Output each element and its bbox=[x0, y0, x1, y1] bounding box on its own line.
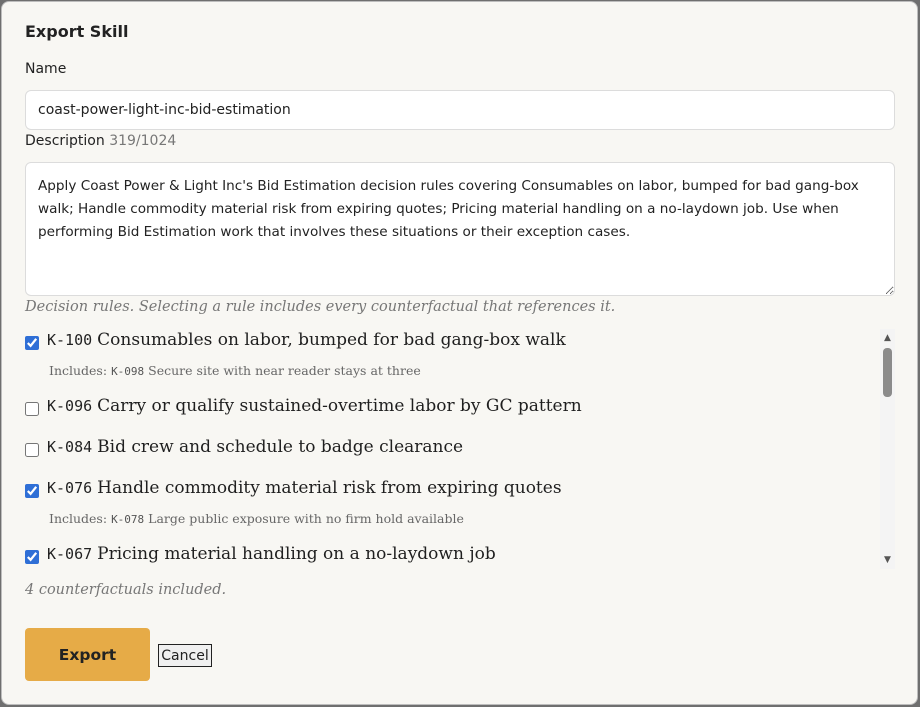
cancel-button[interactable]: Cancel bbox=[158, 644, 212, 667]
name-input[interactable] bbox=[25, 90, 895, 130]
includes-code: K-098 bbox=[111, 365, 145, 378]
counterfactual-count: 4 counterfactuals included. bbox=[25, 582, 227, 598]
rule-label[interactable] bbox=[47, 396, 582, 416]
rule-checkbox[interactable] bbox=[25, 443, 39, 457]
rule-code: K-076 bbox=[47, 479, 93, 497]
rule-title: Carry or qualify sustained-overtime labor by GC pattern bbox=[97, 396, 582, 416]
rule-checkbox[interactable] bbox=[25, 550, 39, 564]
description-counter: 319/1024 bbox=[109, 133, 177, 149]
export-button[interactable]: Export bbox=[25, 628, 150, 681]
rule-label[interactable] bbox=[47, 437, 463, 457]
rules-scrollbar[interactable] bbox=[880, 329, 895, 569]
scroll-down-icon[interactable]: ▼ bbox=[884, 555, 891, 565]
rule-includes bbox=[49, 511, 464, 526]
rule-label[interactable] bbox=[47, 330, 566, 350]
rule-title: Pricing material handling on a no-laydown job bbox=[97, 544, 496, 564]
dialog-title: Export Skill bbox=[25, 22, 129, 41]
description-label bbox=[25, 133, 176, 149]
rule-checkbox[interactable] bbox=[25, 484, 39, 498]
rules-list[interactable] bbox=[25, 328, 895, 568]
rule-title: Bid crew and schedule to badge clearance bbox=[97, 437, 464, 457]
rule-code: K-096 bbox=[47, 397, 93, 415]
rule-checkbox[interactable] bbox=[25, 402, 39, 416]
description-textarea[interactable] bbox=[25, 162, 895, 296]
rule-code: K-084 bbox=[47, 438, 93, 456]
export-skill-dialog bbox=[1, 1, 918, 705]
rule-checkbox[interactable] bbox=[25, 336, 39, 350]
rule-label[interactable] bbox=[47, 478, 562, 498]
description-label-text: Description bbox=[25, 133, 105, 149]
includes-text: Large public exposure with no firm hold available bbox=[148, 511, 464, 526]
scroll-up-icon[interactable]: ▲ bbox=[884, 333, 891, 343]
includes-label: Includes: bbox=[49, 363, 108, 378]
rules-hint: Decision rules. Selecting a rule includes every counterfactual that references it. bbox=[25, 299, 616, 315]
includes-code: K-078 bbox=[111, 513, 145, 526]
includes-label: Includes: bbox=[49, 511, 108, 526]
rule-code: K-100 bbox=[47, 331, 93, 349]
rule-label[interactable] bbox=[47, 544, 496, 564]
rule-title: Handle commodity material risk from expiring quotes bbox=[97, 478, 562, 498]
rule-includes bbox=[49, 363, 421, 378]
scroll-thumb[interactable] bbox=[883, 348, 892, 397]
name-label: Name bbox=[25, 61, 67, 77]
rule-title: Consumables on labor, bumped for bad gang-box walk bbox=[97, 330, 566, 350]
includes-text: Secure site with near reader stays at three bbox=[148, 363, 421, 378]
rule-code: K-067 bbox=[47, 545, 93, 563]
